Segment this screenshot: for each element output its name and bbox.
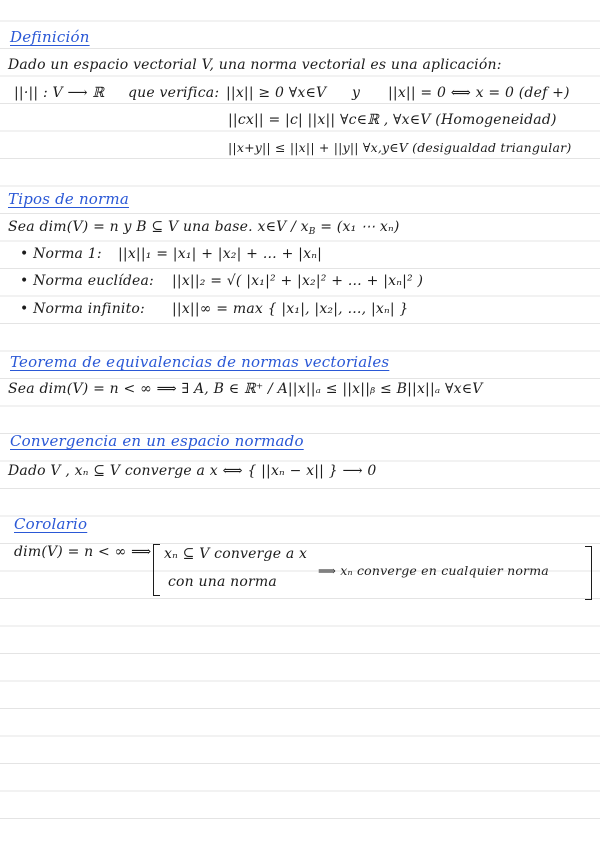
norma-euclidea-expr: ||x||₂ = √( |x₁|² + |x₂|² + … + |xₙ|² ) xyxy=(172,273,424,289)
corolario-bracket-right xyxy=(585,546,592,600)
tipos-sea-line xyxy=(8,219,400,237)
tipos-sea-text: Sea dim(V) = n y B ⊆ V una base. x∈V / x xyxy=(8,219,309,235)
norma-1-expr: ||x||₁ = |x₁| + |x₂| + … + |xₙ| xyxy=(118,246,322,262)
corolario-inner-1: xₙ ⊆ V converge a x xyxy=(164,546,308,562)
corolario-lhs: dim(V) = n < ∞ ⟹ xyxy=(14,544,152,560)
definicion-verifica: que verifica: xyxy=(128,85,220,101)
definicion-desigualdad: ||x+y|| ≤ ||x|| + ||y|| ∀x,y∈V (desigualdad triangular) xyxy=(228,140,572,155)
norma-1-label: • Norma 1: xyxy=(20,246,102,262)
tipos-sea-tail: = (x₁ ⋯ xₙ) xyxy=(315,219,400,235)
definicion-y: y xyxy=(352,85,361,101)
corolario-bracket-left xyxy=(153,544,160,596)
convergencia-line: Dado V , xₙ ⊆ V converge a x ⟺ { ||xₙ − x|| } ⟶ 0 xyxy=(8,463,377,479)
teorema-heading: Teorema de equivalencias de normas vectoriales xyxy=(10,353,390,371)
tipos-sea-sub: B xyxy=(308,227,316,237)
norma-euclidea-label: • Norma euclídea: xyxy=(20,273,154,289)
definicion-map: ||·|| : V ⟶ ℝ xyxy=(14,85,105,101)
corolario-heading: Corolario xyxy=(14,515,88,533)
norma-infinito-expr: ||x||∞ = max { |x₁|, |x₂|, …, |xₙ| } xyxy=(172,301,409,317)
definicion-condicion-positiva: ||x|| ≥ 0 ∀x∈V xyxy=(226,85,327,101)
tipos-heading: Tipos de norma xyxy=(8,190,129,208)
corolario-inner-2: con una norma xyxy=(168,574,277,590)
norma-infinito-label: • Norma infinito: xyxy=(20,301,145,317)
convergencia-heading: Convergencia en un espacio normado xyxy=(10,432,304,450)
definicion-condicion-cero: ||x|| = 0 ⟺ x = 0 (def +) xyxy=(388,85,570,101)
definicion-homogeneidad: ||cx|| = |c| ||x|| ∀c∈ℝ , ∀x∈V (Homogeneidad) xyxy=(228,112,557,128)
definicion-heading: Definición xyxy=(10,28,90,46)
corolario-rhs: ⟹ xₙ converge en cualquier norma xyxy=(318,563,549,578)
teorema-line: Sea dim(V) = n < ∞ ⟹ ∃ A, B ∈ ℝ⁺ / A||x||ₐ ≤ ||x||ᵦ ≤ B||x||ₐ ∀x∈V xyxy=(8,381,483,397)
definicion-line-1: Dado un espacio vectorial V, una norma vectorial es una aplicación: xyxy=(8,57,502,73)
